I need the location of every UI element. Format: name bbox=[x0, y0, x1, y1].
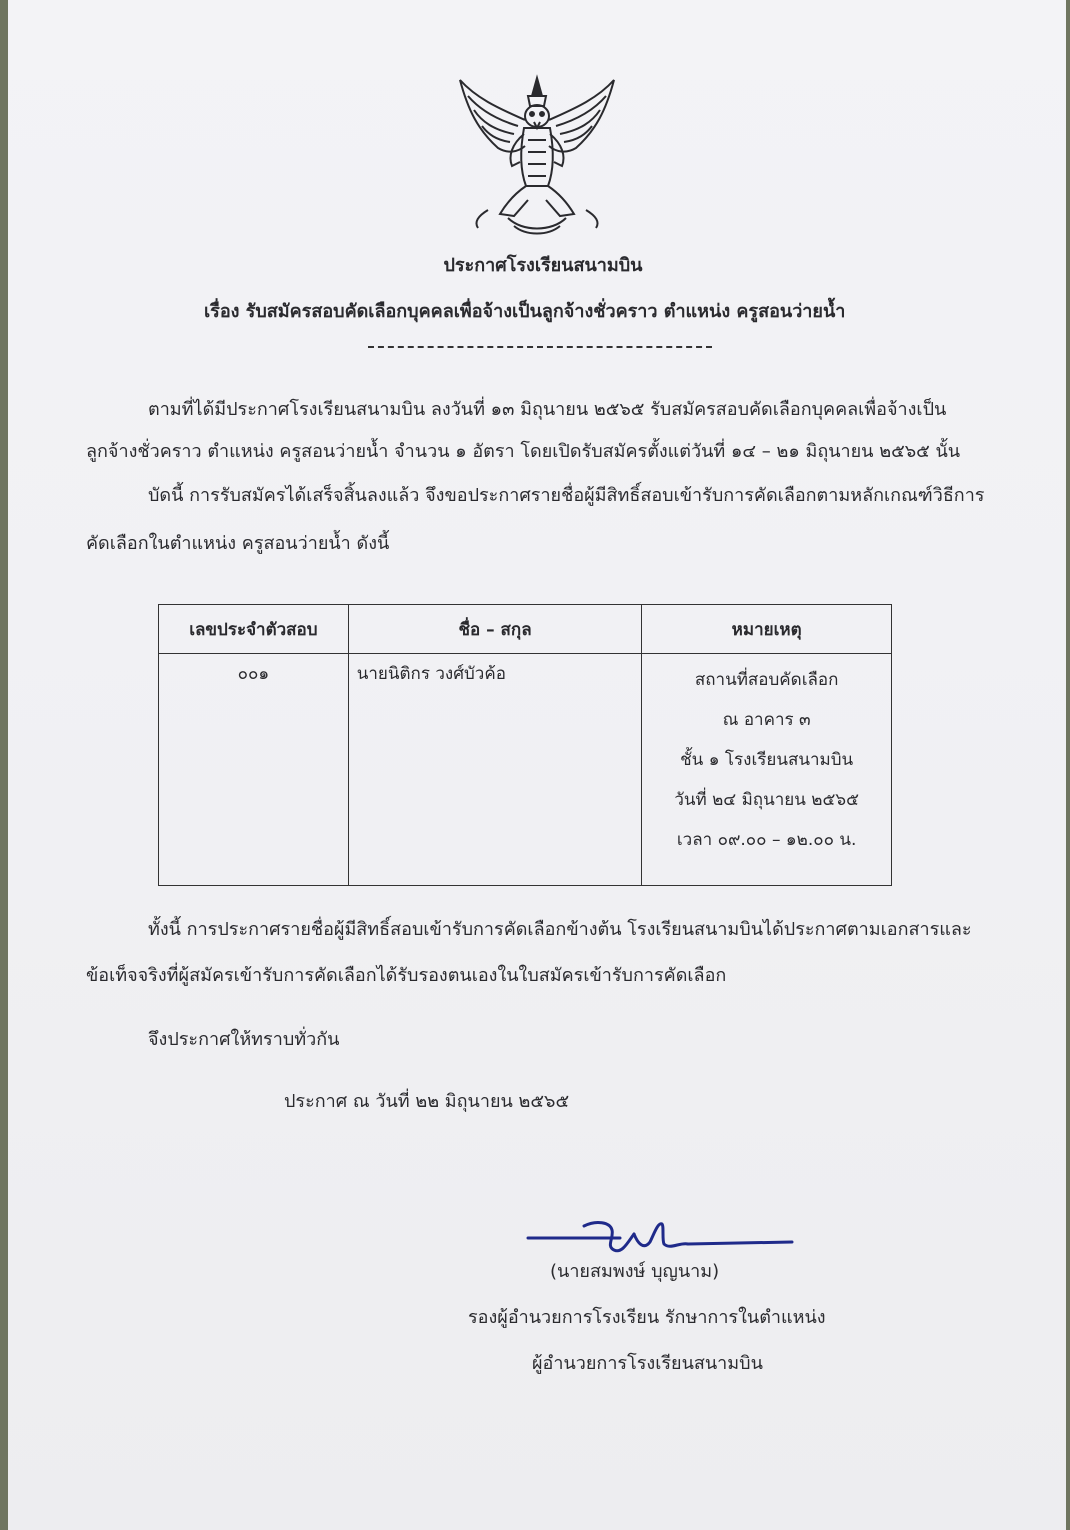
remark-line: ณ อาคาร ๓ bbox=[722, 710, 811, 730]
column-header-name: ชื่อ – สกุล bbox=[348, 605, 642, 654]
signatory-position-1: รองผู้อำนวยการโรงเรียน รักษาการในตำแหน่ง bbox=[468, 1307, 826, 1328]
candidate-table bbox=[158, 604, 892, 886]
paragraph-1-line-1: ตามที่ได้มีประกาศโรงเรียนสนามบิน ลงวันที่ ๑๓ มิถุนายน ๒๕๖๕ รับสมัครสอบคัดเลือกบุคคลเพื่อจ้างเป็น bbox=[148, 399, 947, 420]
paragraph-1-line-2: ลูกจ้างชั่วคราว ตำแหน่ง ครูสอนว่ายน้ำ จำนวน ๑ อัตรา โดยเปิดรับสมัครตั้งแต่วันที่ ๑๔ – ๒๑ มิถุนายน ๒๕๖๕ นั้น bbox=[86, 441, 961, 462]
table-row bbox=[159, 654, 892, 886]
document-title: ประกาศโรงเรียนสนามบิน bbox=[443, 255, 643, 276]
paragraph-3-line-1: ทั้งนี้ การประกาศรายชื่อผู้มีสิทธิ์สอบเข้ารับการคัดเลือกข้างต้น โรงเรียนสนามบินได้ประกาศตามเอกสารและ bbox=[148, 919, 972, 940]
cell-exam-id: ๐๐๑ bbox=[159, 654, 349, 886]
announcement-date: ประกาศ ณ วันที่ ๒๒ มิถุนายน ๒๕๖๕ bbox=[284, 1091, 570, 1112]
signatory-name: (นายสมพงษ์ บุญนาม) bbox=[550, 1261, 720, 1282]
remark-line: วันที่ ๒๔ มิถุนายน ๒๕๖๕ bbox=[674, 790, 859, 810]
paragraph-3-line-2: ข้อเท็จจริงที่ผู้สมัครเข้ารับการคัดเลือกได้รับรองตนเองในใบสมัครเข้ารับการคัดเลือก bbox=[86, 965, 727, 986]
remark-line: สถานที่สอบคัดเลือก bbox=[694, 670, 839, 690]
cell-name: นายนิติกร วงศ์บัวค้อ bbox=[348, 654, 642, 886]
column-header-exam-id: เลขประจำตัวสอบ bbox=[159, 605, 349, 654]
handwritten-signature-icon bbox=[524, 1212, 796, 1260]
table-header-row bbox=[159, 605, 892, 654]
announcement-page bbox=[8, 0, 1066, 1530]
cell-remarks bbox=[642, 654, 892, 886]
remark-line: ชั้น ๑ โรงเรียนสนามบิน bbox=[680, 750, 854, 770]
closing-statement: จึงประกาศให้ทราบทั่วกัน bbox=[148, 1029, 340, 1050]
remark-line: เวลา ๐๙.๐๐ – ๑๒.๐๐ น. bbox=[676, 830, 857, 850]
signatory-position-2: ผู้อำนวยการโรงเรียนสนามบิน bbox=[532, 1353, 763, 1374]
document-subject: เรื่อง รับสมัครสอบคัดเลือกบุคคลเพื่อจ้างเป็นลูกจ้างชั่วคราว ตำแหน่ง ครูสอนว่ายน้ำ bbox=[204, 301, 846, 322]
paragraph-2-line-2: คัดเลือกในตำแหน่ง ครูสอนว่ายน้ำ ดังนี้ bbox=[86, 533, 390, 554]
column-header-remarks: หมายเหตุ bbox=[642, 605, 892, 654]
title-divider bbox=[368, 346, 712, 348]
paragraph-2-line-1: บัดนี้ การรับสมัครได้เสร็จสิ้นลงแล้ว จึงขอประกาศรายชื่อผู้มีสิทธิ์สอบเข้ารับการคัดเลือกตามหลักเกณฑ์วิธีการ bbox=[148, 485, 985, 506]
garuda-emblem-icon bbox=[448, 70, 626, 240]
